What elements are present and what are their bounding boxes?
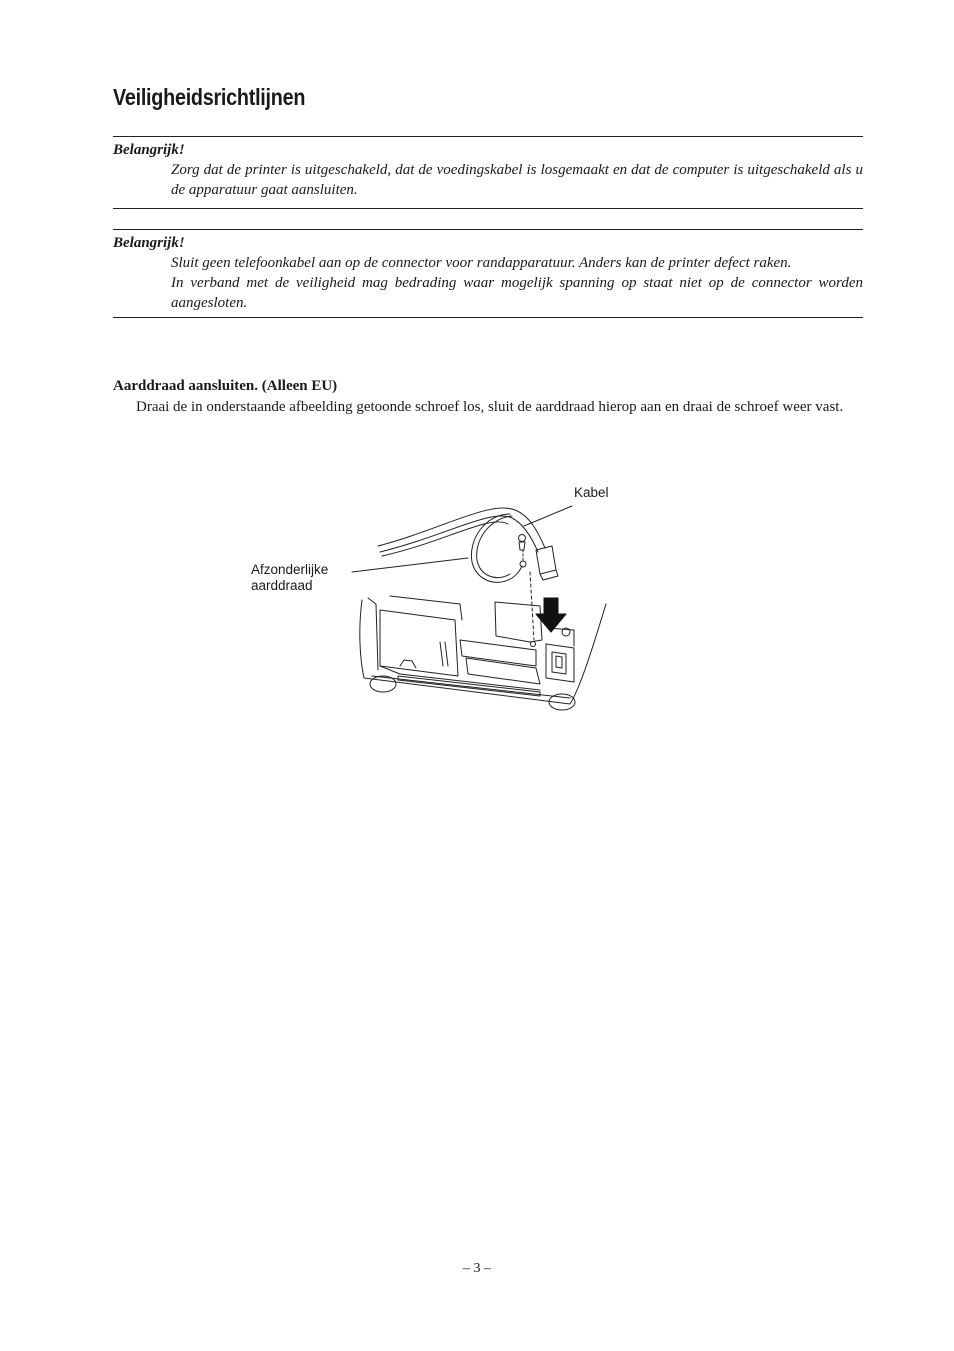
- section-text: Draai de in onderstaande afbeelding getoonde schroef los, sluit de aarddraad hierop aan en draai de schroef weer vast.: [136, 399, 844, 415]
- important-notice-2: [113, 229, 863, 318]
- notice-body: [113, 160, 863, 208]
- notice-bottom-rule: [113, 317, 863, 318]
- notice-paragraph: Sluit geen telefoonkabel aan op de connector voor randapparatuur. Anders kan de printer defect raken.: [171, 255, 792, 271]
- important-notice-1: [113, 136, 863, 209]
- figure-label-ground-wire: [251, 562, 328, 594]
- aarddraad-leader-line: [352, 558, 468, 572]
- kabel-leader-line: [524, 506, 572, 526]
- page-number: – 3 –: [463, 1261, 491, 1276]
- figure-label-ground-line2: aarddraad: [251, 578, 313, 593]
- down-arrow-icon: [536, 598, 566, 632]
- notice-heading: Belangrijk!: [113, 235, 185, 251]
- section-heading: Aarddraad aansluiten. (Alleen EU): [113, 378, 338, 394]
- ground-wire-section: [113, 376, 863, 418]
- cable-illustration: [378, 508, 558, 580]
- notice-paragraph: Zorg dat de printer is uitgeschakeld, dat de voedingskabel is losgemaakt en dat de computer is uitgeschakeld als u de apparatuur gaat aansluiten.: [171, 162, 863, 198]
- figure-label-cable: Kabel: [574, 485, 609, 500]
- ground-wire-figure: [240, 480, 640, 720]
- page-title: Veiligheidsrichtlijnen: [113, 84, 306, 110]
- notice-paragraph: In verband met de veiligheid mag bedrading waar mogelijk spanning op staat niet op de connector worden aangesloten.: [171, 275, 863, 311]
- printer-base-illustration: [360, 596, 606, 710]
- notice-heading: Belangrijk!: [113, 142, 185, 158]
- notice-bottom-rule: [113, 208, 863, 209]
- ground-wire-illustration: [471, 514, 534, 640]
- figure-label-ground-line1: Afzonderlijke: [251, 562, 329, 577]
- notice-body: [113, 253, 863, 317]
- printer-illustration: [240, 480, 640, 720]
